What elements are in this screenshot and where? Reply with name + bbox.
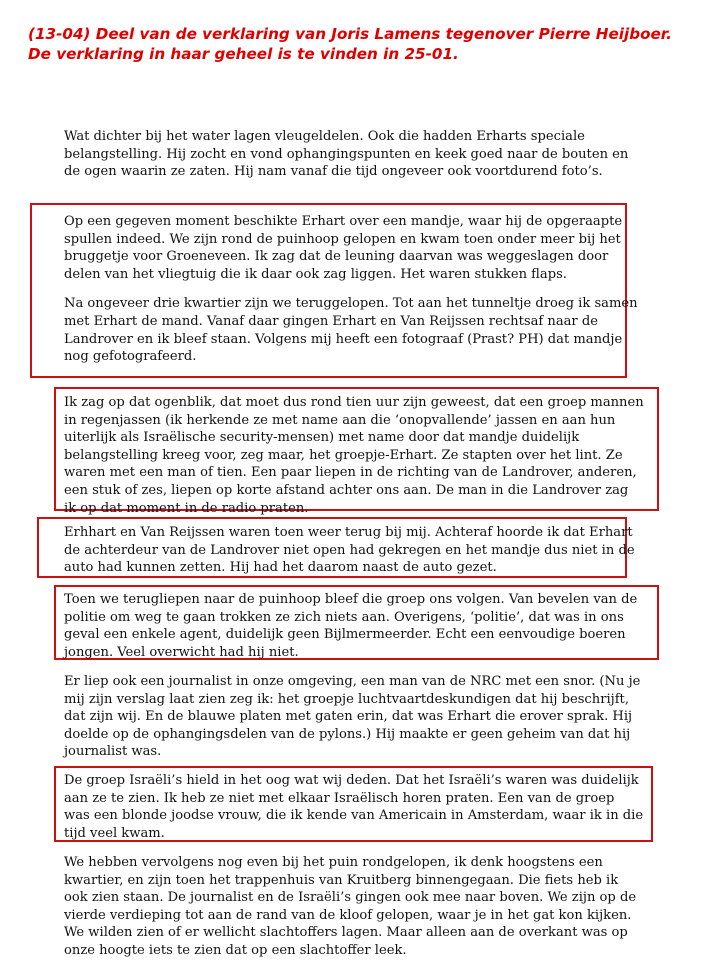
paragraph-9: We hebben vervolgens nog even bij het puin rondgelopen, ik denk hoogstens een kwartier, en zijn toen het trappenhuis van Kruitberg binnengegaan. Die fiets heb ik ook zien staan. De journalist en de Israëli’s gingen ook mee naar boven. We zijn op de vierde verdieping tot aan de rand van de kloof gelopen, waar je in het gat kon kijken. We wilden zien of er wellicht slachtoffers lagen. Maar alleen aan de overkant was op onze hoogte iets te zien dat op een slachtoffer leek. (64, 855, 637, 958)
paragraph-7: Er liep ook een journalist in onze omgeving, een man van de NRC met een snor. (Nu je mij zijn verslag laat zien zeg ik: het groepje luchtvaartdeskundigen dat hij beschrijft, dat zijn wij. En de blauwe platen met gaten erin, dat was Erhart die erover sprak. Hij doelde op de ophangingsdelen van de pylons.) Hij maakte er geen geheim van dat hij journalist was. (64, 674, 641, 760)
paragraph-4: Ik zag op dat ogenblik, dat moet dus rond tien uur zijn geweest, dat een groep mannen in regenjassen (ik herkende ze met name aan die ‘onopvallende’ jassen en aan hun uiterlijk als Israëlische security-mensen) met name door dat mandje duidelijk belangstelling kreeg voor, zeg maar, het groepje-Erhart. Ze stapten over het lint. Ze waren met een man of tien. Een paar liepen in de richting van de Landrover, anderen, een stuk of zes, liepen op korte afstand achter ons aan. De man in die Landrover zag ik op dat moment in de radio praten. (64, 395, 644, 516)
paragraph-5: Erhhart en Van Reijssen waren toen weer terug bij mij. Achteraf hoorde ik dat Erhart de achterdeur van de Landrover niet open had gekregen en het mandje dus niet in de auto had kunnen zetten. Hij had het daarom naast de auto gezet. (64, 525, 635, 576)
paragraph-3: Na ongeveer drie kwartier zijn we teruggelopen. Tot aan het tunneltje droeg ik samen met Erhart de mand. Vanaf daar gingen Erhart en Van Reijssen rechtsaf naar de Landrover en ik bleef staan. Volgens mij heeft een fotograaf (Prast? PH) dat mandje nog gefotografeerd. (64, 296, 638, 365)
paragraph-2: Op een gegeven moment beschikte Erhart over een mandje, waar hij de opgeraapte spullen indeed. We zijn rond de puinhoop gelopen en kwam toen onder meer bij het bruggetje voor Groeneveen. Ik zag dat de leuning daarvan was weggeslagen door delen van het vliegtuig die ik daar ook zag liggen. Het waren stukken flaps. (64, 214, 623, 282)
highlighted-block-1 (64, 213, 644, 366)
paragraph-8: De groep Israëli’s hield in het oog wat wij deden. Dat het Israëli’s waren was duidelijk aan ze te zien. Ik heb ze niet met elkaar Israëlisch horen praten. Een van de groep was een blonde joodse vrouw, die ik kende van Americain in Amsterdam, waar ik in die tijd veel kwam. (64, 773, 644, 841)
paragraph-6: Toen we terugliepen naar de puinhoop bleef die groep ons volgen. Van bevelen van de politie om weg te gaan trokken ze zich niets aan. Overigens, ‘politie’, dat was in ons geval een enkele agent, duidelijk geen Bijlmermeerder. Echt een eenvoudige boeren jongen. Veel overwicht had hij niet. (64, 592, 638, 660)
paragraph-1: Wat dichter bij het water lagen vleugeldelen. Ook die hadden Erharts speciale belangstelling. Hij zocht en vond ophangingspunten en keek goed naar de bouten en de ogen waarin ze zaten. Hij nam vanaf die tijd ongeveer ook voortdurend foto’s. (64, 129, 629, 180)
document-caption: (13-04) Deel van de verklaring van Joris Lamens tegenover Pierre Heijboer. De verklaring in haar geheel is te vinden in 25-01. (28, 25, 672, 63)
